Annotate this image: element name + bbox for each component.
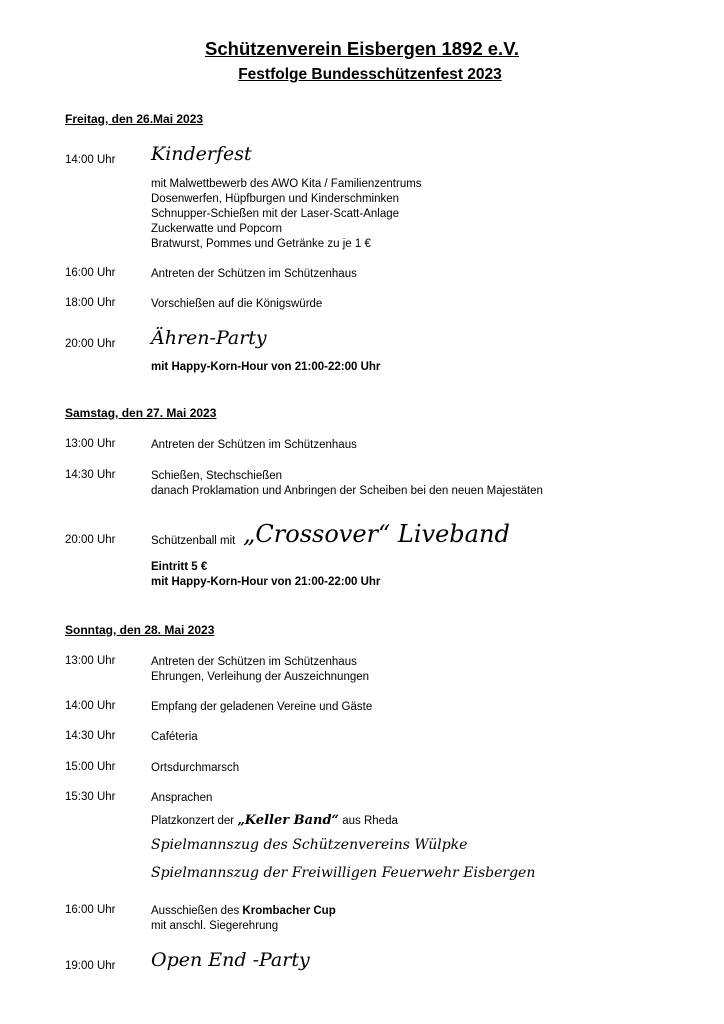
friday-time-1: 14:00 Uhr <box>65 154 116 166</box>
sunday-time-7: 19:00 Uhr <box>65 960 116 972</box>
sunday-heading: Sonntag, den 28. Mai 2023 <box>65 623 215 637</box>
saturday-time-2: 14:30 Uhr <box>65 469 116 481</box>
friday-time-2: 16:00 Uhr <box>65 267 116 279</box>
sunday-concert-prefix: Platzkonzert der <box>151 815 235 827</box>
saturday-happy-hour: mit Happy-Korn-Hour von 21:00-22:00 Uhr <box>151 576 381 588</box>
friday-kinderfest-line-3: Schnupper-Schießen mit der Laser-Scatt-Anlage <box>151 208 400 220</box>
saturday-time-1: 13:00 Uhr <box>65 438 116 450</box>
sunday-time-4: 15:00 Uhr <box>65 761 116 773</box>
friday-time-4: 20:00 Uhr <box>65 338 116 350</box>
friday-kinderfest-line-1: mit Malwettbewerb des AWO Kita / Familienzentrums <box>151 178 422 190</box>
friday-kinderfest-line-4: Zuckerwatte und Popcorn <box>151 223 283 235</box>
sunday-concert-suffix: aus Rheda <box>342 815 398 827</box>
sunday-event-4: Ortsdurchmarsch <box>151 762 240 774</box>
friday-aehren-party-title: Ähren-Party <box>151 327 267 349</box>
sunday-event-2: Empfang der geladenen Vereine und Gäste <box>151 701 373 713</box>
friday-heading: Freitag, den 26.Mai 2023 <box>65 112 204 126</box>
saturday-event-2-line-2: danach Proklamation und Anbringen der Scheiben bei den neuen Majestäten <box>151 485 543 497</box>
sunday-open-end-party: Open End -Party <box>151 949 310 971</box>
saturday-entry-fee: Eintritt 5 € <box>151 561 208 573</box>
sunday-spielmannszug-feuerwehr: Spielmannszug der Freiwilligen Feuerwehr Eisbergen <box>151 865 536 881</box>
sunday-time-5: 15:30 Uhr <box>65 791 116 803</box>
friday-kinderfest-title: Kinderfest <box>151 143 252 165</box>
friday-time-3: 18:00 Uhr <box>65 297 116 309</box>
sunday-time-3: 14:30 Uhr <box>65 730 116 742</box>
saturday-crossover-band: „Crossover“ Liveband <box>243 520 510 548</box>
sunday-concert-line <box>151 813 398 829</box>
saturday-event-1: Antreten der Schützen im Schützenhaus <box>151 439 357 451</box>
saturday-heading: Samstag, den 27. Mai 2023 <box>65 406 217 420</box>
sunday-time-1: 13:00 Uhr <box>65 655 116 667</box>
page-title: Schützenverein Eisbergen 1892 e.V. <box>205 38 519 59</box>
friday-event-3: Vorschießen auf die Königswürde <box>151 298 323 310</box>
sunday-krombacher-cup: Krombacher Cup <box>242 905 336 917</box>
saturday-ball-prefix: Schützenball mit <box>151 535 236 547</box>
sunday-cup-line <box>151 904 336 919</box>
sunday-event-3: Caféteria <box>151 731 198 743</box>
sunday-event-1-line-1: Antreten der Schützen im Schützenhaus <box>151 656 357 668</box>
sunday-spielmannszug-wuelpke: Spielmannszug des Schützenvereins Wülpke <box>151 837 468 853</box>
friday-happy-hour: mit Happy-Korn-Hour von 21:00-22:00 Uhr <box>151 361 381 373</box>
page-subtitle: Festfolge Bundesschützenfest 2023 <box>238 66 502 83</box>
sunday-keller-band: „Keller Band“ <box>237 813 340 828</box>
sunday-siegerehrung: mit anschl. Siegerehrung <box>151 920 279 932</box>
friday-event-2: Antreten der Schützen im Schützenhaus <box>151 268 357 280</box>
saturday-time-3: 20:00 Uhr <box>65 534 116 546</box>
sunday-event-1-line-2: Ehrungen, Verleihung der Auszeichnungen <box>151 671 370 683</box>
sunday-event-5-line-1: Ansprachen <box>151 792 213 804</box>
friday-kinderfest-line-5: Bratwurst, Pommes und Getränke zu je 1 € <box>151 238 371 250</box>
friday-kinderfest-line-2: Dosenwerfen, Hüpfburgen und Kinderschminken <box>151 193 400 205</box>
sunday-cup-prefix: Ausschießen des <box>151 905 240 917</box>
sunday-time-6: 16:00 Uhr <box>65 904 116 916</box>
sunday-time-2: 14:00 Uhr <box>65 700 116 712</box>
saturday-event-2-line-1: Schießen, Stechschießen <box>151 470 283 482</box>
